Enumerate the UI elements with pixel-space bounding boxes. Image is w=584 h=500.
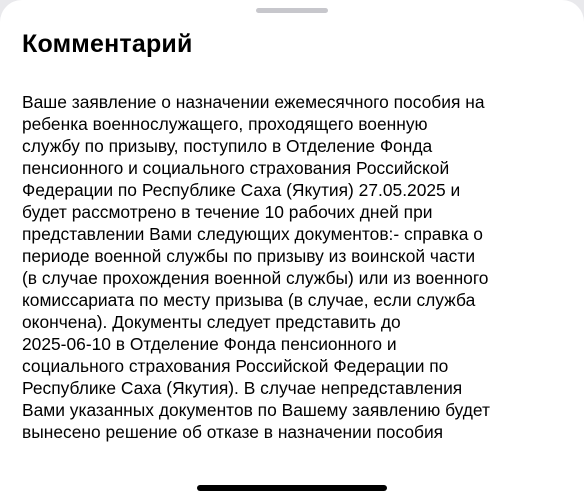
comment-text: Ваше заявление о назначении ежемесячного пособия на ребенка военнослужащего, проходящего военную службу по призыву, поступило в Отделение Фонда пенсионного и социального страхования Российской Федерации по Республике Саха (Якутия) 27.05.2025 и будет рассмотрено в течение 10 рабочих дней при представлении Вами следующих документов:- справка о периоде военной службы по призыву из воинской части (в случае прохождения военной службы) или из военного комиссариата по месту призыва (в случае, если служба окончена). Документы следует представить до 2025-06-10 в Отделение Фонда пенсионного и социального страхования Российской Федерации по Республике Саха (Якутия). В случае непредставления Вами указанных документов по Вашему заявлению будет вынесено решение об отказе в назначении пособия bbox=[22, 92, 490, 442]
home-indicator[interactable] bbox=[197, 485, 387, 491]
sheet-grabber-handle[interactable] bbox=[256, 8, 328, 13]
sheet-title: Комментарий bbox=[22, 30, 193, 58]
